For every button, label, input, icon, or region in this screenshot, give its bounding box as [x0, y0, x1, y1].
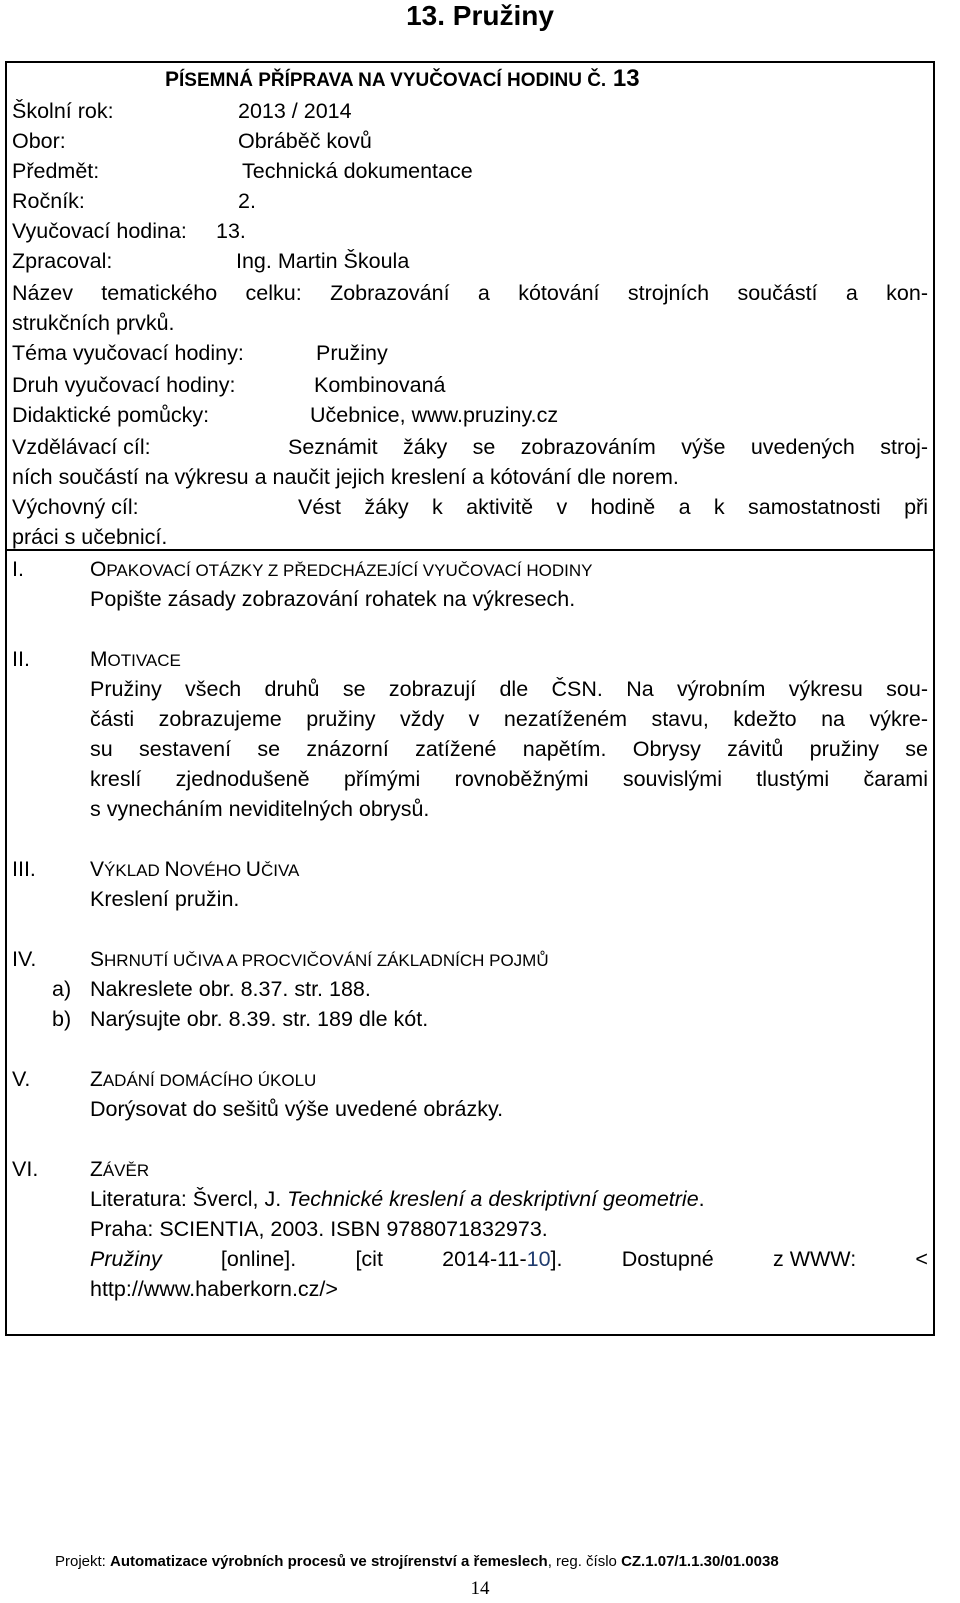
section-numeral: VI.	[12, 1157, 39, 1181]
educational-goal-line1: Seznámit žáky se zobrazováním výše uvedených stroj-	[288, 435, 928, 459]
educational-goal-line2: ních součástí na výkresu a naučit jejich kreslení a kótování dle norem.	[12, 465, 679, 489]
literature-line: Literatura: Švercl, J. Technické kreslení a deskriptivní geometrie.	[90, 1187, 705, 1211]
subject-label: Předmět:	[12, 159, 100, 183]
section-heading-homework: ZADÁNÍ DOMÁCÍHO ÚKOLU	[90, 1068, 317, 1091]
section-numeral: II.	[12, 647, 30, 671]
teaching-aids-label: Didaktické pomůcky:	[12, 403, 210, 427]
citation-title: Pružiny	[90, 1247, 162, 1271]
author-label: Zpracoval:	[12, 249, 113, 273]
motivation-line: kreslí zjednodušeně přímými rovnoběžnými souvislými tlustými čarami	[90, 767, 928, 791]
lesson-label: Vyučovací hodina:	[12, 219, 187, 243]
motivation-line: Pružiny všech druhů se zobrazují dle ČSN. Na výrobním výkresu sou-	[90, 677, 928, 701]
homework-text: Dorýsovat do sešitů výše uvedené obrázky.	[90, 1097, 504, 1121]
list-item: Narýsujte obr. 8.39. str. 189 dle kót.	[90, 1007, 429, 1031]
motivation-line: s vynecháním neviditelných obrysů.	[90, 797, 430, 821]
list-marker: b)	[52, 1007, 72, 1031]
online-citation: Pružiny [online]. [cit 2014-11-10]. Dostupné z WWW: <	[90, 1247, 928, 1271]
page-number: 14	[470, 1578, 490, 1599]
literature-publisher: Praha: SCIENTIA, 2003. ISBN 9788071832973.	[90, 1217, 548, 1241]
upbringing-goal-line1: Vést žáky k aktivitě v hodině a k samostatnosti při	[298, 495, 928, 519]
page-title: 13. Pružiny	[406, 0, 554, 31]
section-numeral: I.	[12, 557, 24, 581]
preparation-title: PÍSEMNÁ PŘÍPRAVA NA VYUČOVACÍ HODINU Č. 13	[165, 65, 640, 92]
topic-unit-line2: strukčních prvků.	[12, 311, 175, 335]
grade-value: 2.	[238, 189, 256, 213]
upbringing-goal-line2: práci s učebnicí.	[12, 525, 168, 549]
grade-label: Ročník:	[12, 189, 85, 213]
section-heading-new-material: VÝKLAD NOVÉHO UČIVA	[90, 858, 300, 881]
lesson-value: 13.	[216, 219, 246, 243]
teaching-aids-value: Učebnice, www.pruziny.cz	[310, 403, 559, 427]
topic-unit-line1: Název tematického celku: Zobrazování a kótování strojních součástí a kon-	[12, 281, 928, 305]
lesson-type-label: Druh vyučovací hodiny:	[12, 373, 236, 397]
field-value: Obráběč kovů	[238, 129, 372, 153]
section-numeral: III.	[12, 857, 36, 881]
section-numeral: IV.	[12, 947, 37, 971]
section-heading-motivation: MOTIVACE	[90, 648, 181, 671]
list-marker: a)	[52, 977, 72, 1001]
field-label: Obor:	[12, 129, 66, 153]
lesson-type-value: Kombinovaná	[314, 373, 446, 397]
section-heading-summary: SHRNUTÍ UČIVA A PROCVIČOVÁNÍ ZÁKLADNÍCH POJMŮ	[90, 948, 549, 971]
section-numeral: V.	[12, 1067, 31, 1091]
lesson-topic-value: Pružiny	[316, 341, 388, 365]
section-heading-conclusion: ZÁVĚR	[90, 1158, 150, 1181]
author-value: Ing. Martin Škoula	[236, 249, 410, 273]
lesson-topic-label: Téma vyučovací hodiny:	[12, 341, 244, 365]
citation-url[interactable]: http://www.haberkorn.cz/>	[90, 1277, 338, 1301]
educational-goal-label: Vzdělávací cíl:	[12, 435, 151, 459]
motivation-line: části zobrazujeme pružiny vždy v nezatíženém stavu, kdežto na výkre-	[90, 707, 928, 731]
book-title: Technické kreslení a deskriptivní geometrie	[287, 1187, 699, 1211]
footer: Projekt: Automatizace výrobních procesů ve strojírenství a řemeslech, reg. číslo CZ.1.07/1.1.30/01.0038	[55, 1553, 779, 1570]
review-question: Popište zásady zobrazování rohatek na výkresech.	[90, 587, 576, 611]
subject-value: Technická dokumentace	[242, 159, 473, 183]
section-heading-review: OPAKOVACÍ OTÁZKY Z PŘEDCHÁZEJÍCÍ VYUČOVACÍ HODINY	[90, 558, 593, 581]
school-year-label: Školní rok:	[12, 99, 114, 123]
school-year-value: 2013 / 2014	[238, 99, 352, 123]
new-material-text: Kreslení pružin.	[90, 887, 240, 911]
upbringing-goal-label: Výchovný cíl:	[12, 495, 139, 519]
motivation-line: su sestavení se znázorní zatížené napětím. Obrysy závitů pružiny se	[90, 737, 928, 761]
list-item: Nakreslete obr. 8.37. str. 188.	[90, 977, 371, 1001]
